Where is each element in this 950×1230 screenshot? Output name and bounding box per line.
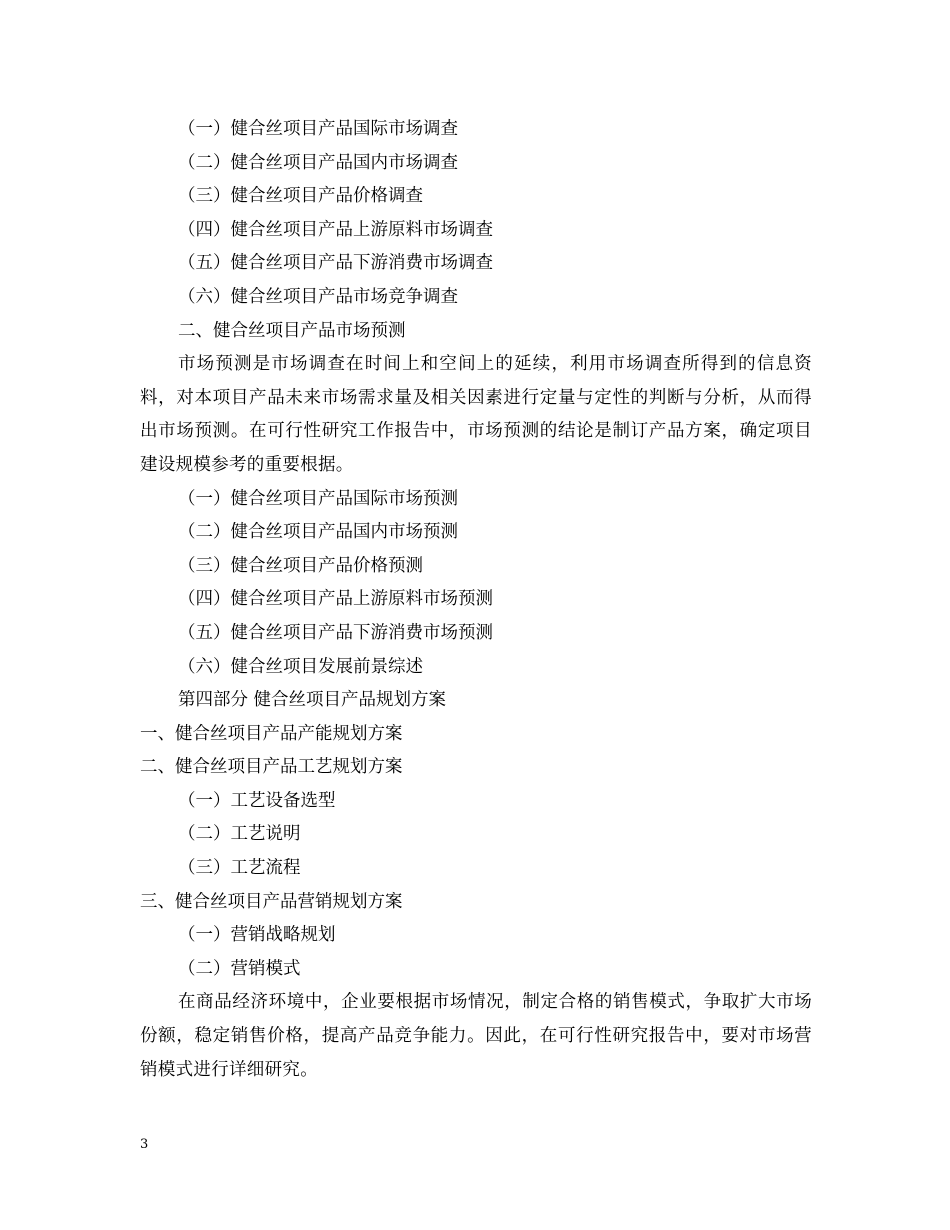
list-item: （一）营销战略规划 bbox=[178, 925, 336, 946]
list-item: （一）工艺设备选型 bbox=[178, 790, 336, 811]
list-item: （六）健合丝项目产品市场竞争调查 bbox=[178, 286, 458, 307]
list-item: （二）营销模式 bbox=[178, 958, 301, 979]
list-item: （一）健合丝项目产品国际市场预测 bbox=[178, 488, 458, 509]
list-item: （三）健合丝项目产品价格预测 bbox=[178, 555, 423, 576]
part-heading: 第四部分 健合丝项目产品规划方案 bbox=[178, 690, 447, 711]
paragraph-market-forecast: 市场预测是市场调查在时间上和空间上的延续，利用市场调查所得到的信息资料，对本项目产品未来市场需求量及相关因素进行定量与定性的判断与分析，从而得出市场预测。在可行性研究工作报告中，市场预测的结论是制订产品方案，确定项目建设规模参考的重要根据。 bbox=[140, 354, 812, 475]
list-item: （五）健合丝项目产品下游消费市场调查 bbox=[178, 253, 493, 274]
list-item: （六）健合丝项目发展前景综述 bbox=[178, 656, 423, 677]
list-item: （三）健合丝项目产品价格调查 bbox=[178, 186, 423, 207]
list-item: （一）健合丝项目产品国际市场调查 bbox=[178, 119, 458, 139]
list-item: （二）健合丝项目产品国内市场预测 bbox=[178, 522, 458, 543]
list-item: （四）健合丝项目产品上游原料市场调查 bbox=[178, 219, 493, 240]
list-item: （二）健合丝项目产品国内市场调查 bbox=[178, 152, 458, 173]
section-heading-process-plan: 二、健合丝项目产品工艺规划方案 bbox=[140, 757, 403, 778]
section-heading-market-forecast: 二、健合丝项目产品市场预测 bbox=[178, 320, 406, 341]
list-item: （四）健合丝项目产品上游原料市场预测 bbox=[178, 589, 493, 610]
document-body bbox=[140, 113, 812, 1087]
paragraph-marketing-mode: 在商品经济环境中，企业要根据市场情况，制定合格的销售模式，争取扩大市场份额，稳定销售价格，提高产品竞争能力。因此，在可行性研究报告中，要对市场营销模式进行详细研究。 bbox=[140, 992, 812, 1080]
list-item: （五）健合丝项目产品下游消费市场预测 bbox=[178, 622, 493, 643]
list-item: （二）工艺说明 bbox=[178, 824, 301, 845]
page-number: 3 bbox=[140, 1137, 149, 1152]
section-heading-capacity-plan: 一、健合丝项目产品产能规划方案 bbox=[140, 723, 403, 744]
section-heading-marketing-plan: 三、健合丝项目产品营销规划方案 bbox=[140, 891, 403, 912]
list-item: （三）工艺流程 bbox=[178, 858, 301, 879]
